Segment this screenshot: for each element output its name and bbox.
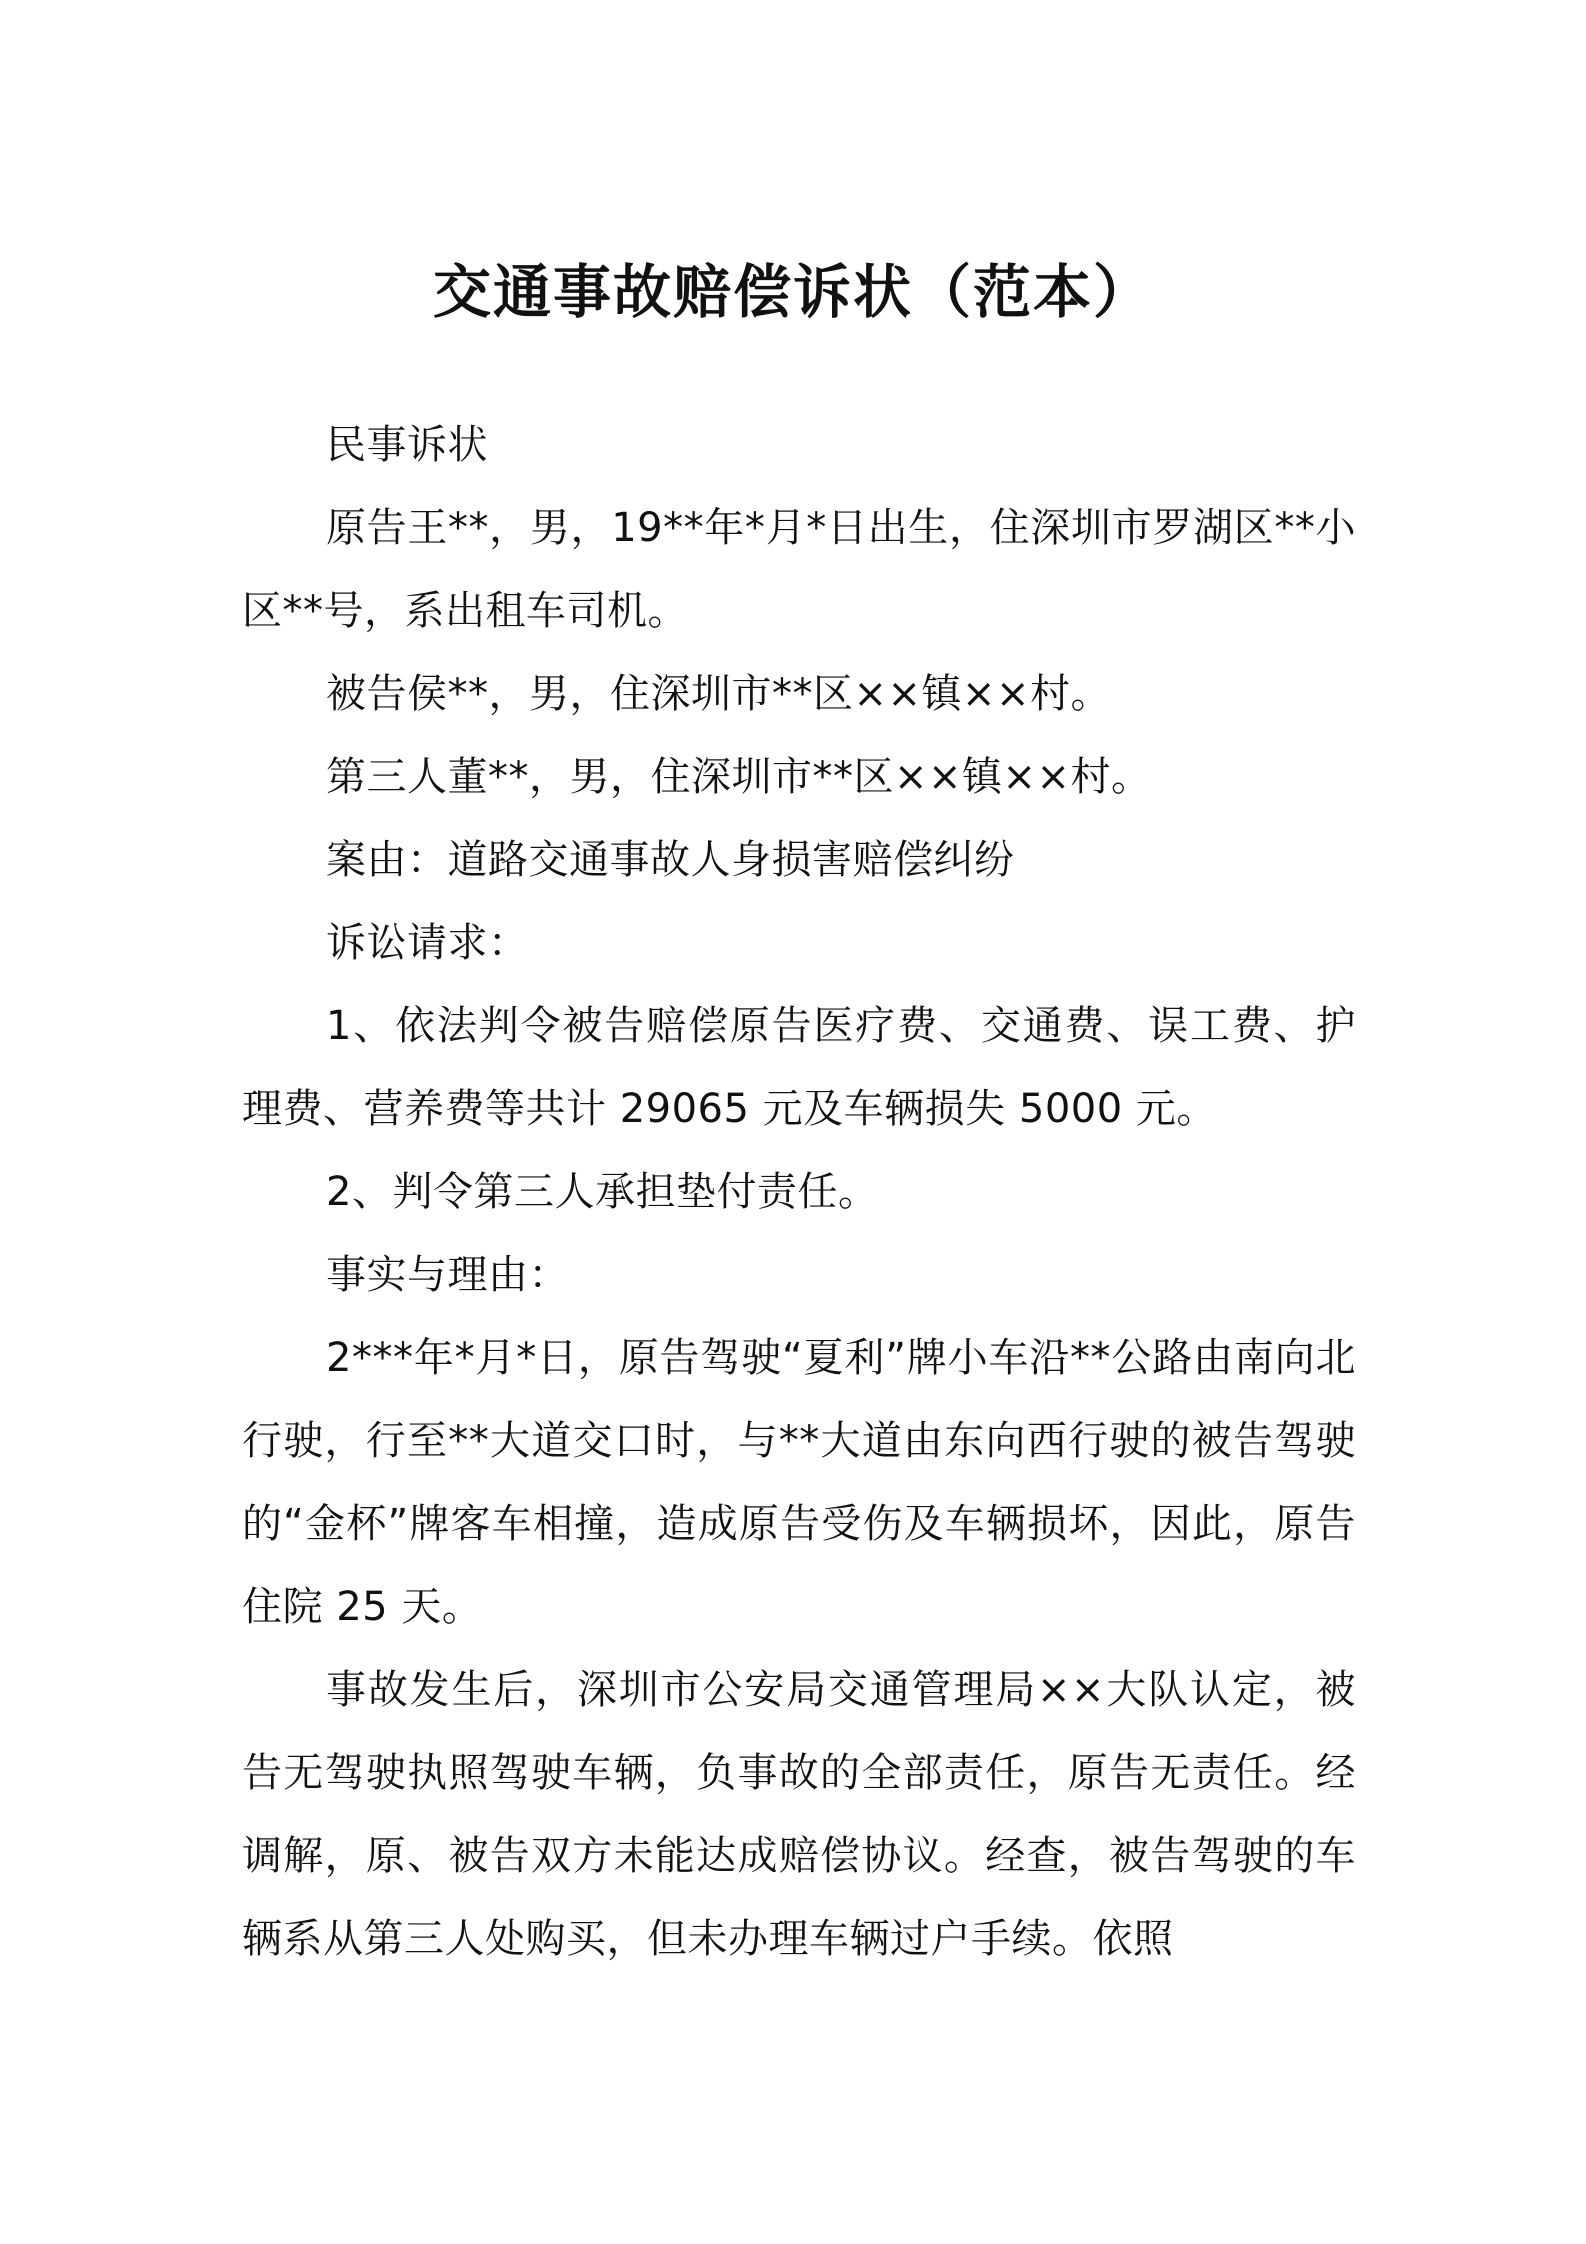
heading-civil-complaint: 民事诉状: [326, 422, 488, 468]
third-party-info: 第三人董**，男，住深圳市**区××镇××村。: [326, 754, 1152, 800]
facts-heading: 事实与理由：: [326, 1252, 569, 1298]
cause-of-action: 案由：道路交通事故人身损害赔偿纠纷: [326, 837, 1015, 883]
document-body: [242, 404, 1356, 1981]
facts-paragraph-2: 事故发生后，深圳市公安局交通管理局××大队认定，被告无驾驶执照驾驶车辆，负事故的全部责任，原告无责任。经调解，原、被告双方未能达成赔偿协议。经查，被告驾驶的车辆系从第三人处购买，但未办理车辆过户手续。依照: [242, 1667, 1356, 1962]
claims-heading: 诉讼请求：: [326, 920, 529, 966]
document-title: 交通事故赔偿诉状（范本）: [432, 258, 1153, 326]
facts-paragraph-1: 2***年*月*日，原告驾驶“夏利”牌小车沿**公路由南向北行驶，行至**大道交口时，与**大道由东向西行驶的被告驾驶的“金杯”牌客车相撞，造成原告受伤及车辆损坏，因此，原告住院 25 天。: [242, 1335, 1356, 1630]
claim-2: 2、判令第三人承担垫付责任。: [326, 1169, 879, 1215]
defendant-info: 被告侯**，男，住深圳市**区××镇××村。: [326, 671, 1112, 717]
claim-1: 1、依法判令被告赔偿原告医疗费、交通费、误工费、护理费、营养费等共计 29065 元及车辆损失 5000 元。: [242, 1003, 1356, 1132]
plaintiff-info: 原告王**，男，19**年*月*日出生，住深圳市罗湖区**小区**号，系出租车司机。: [242, 505, 1356, 634]
